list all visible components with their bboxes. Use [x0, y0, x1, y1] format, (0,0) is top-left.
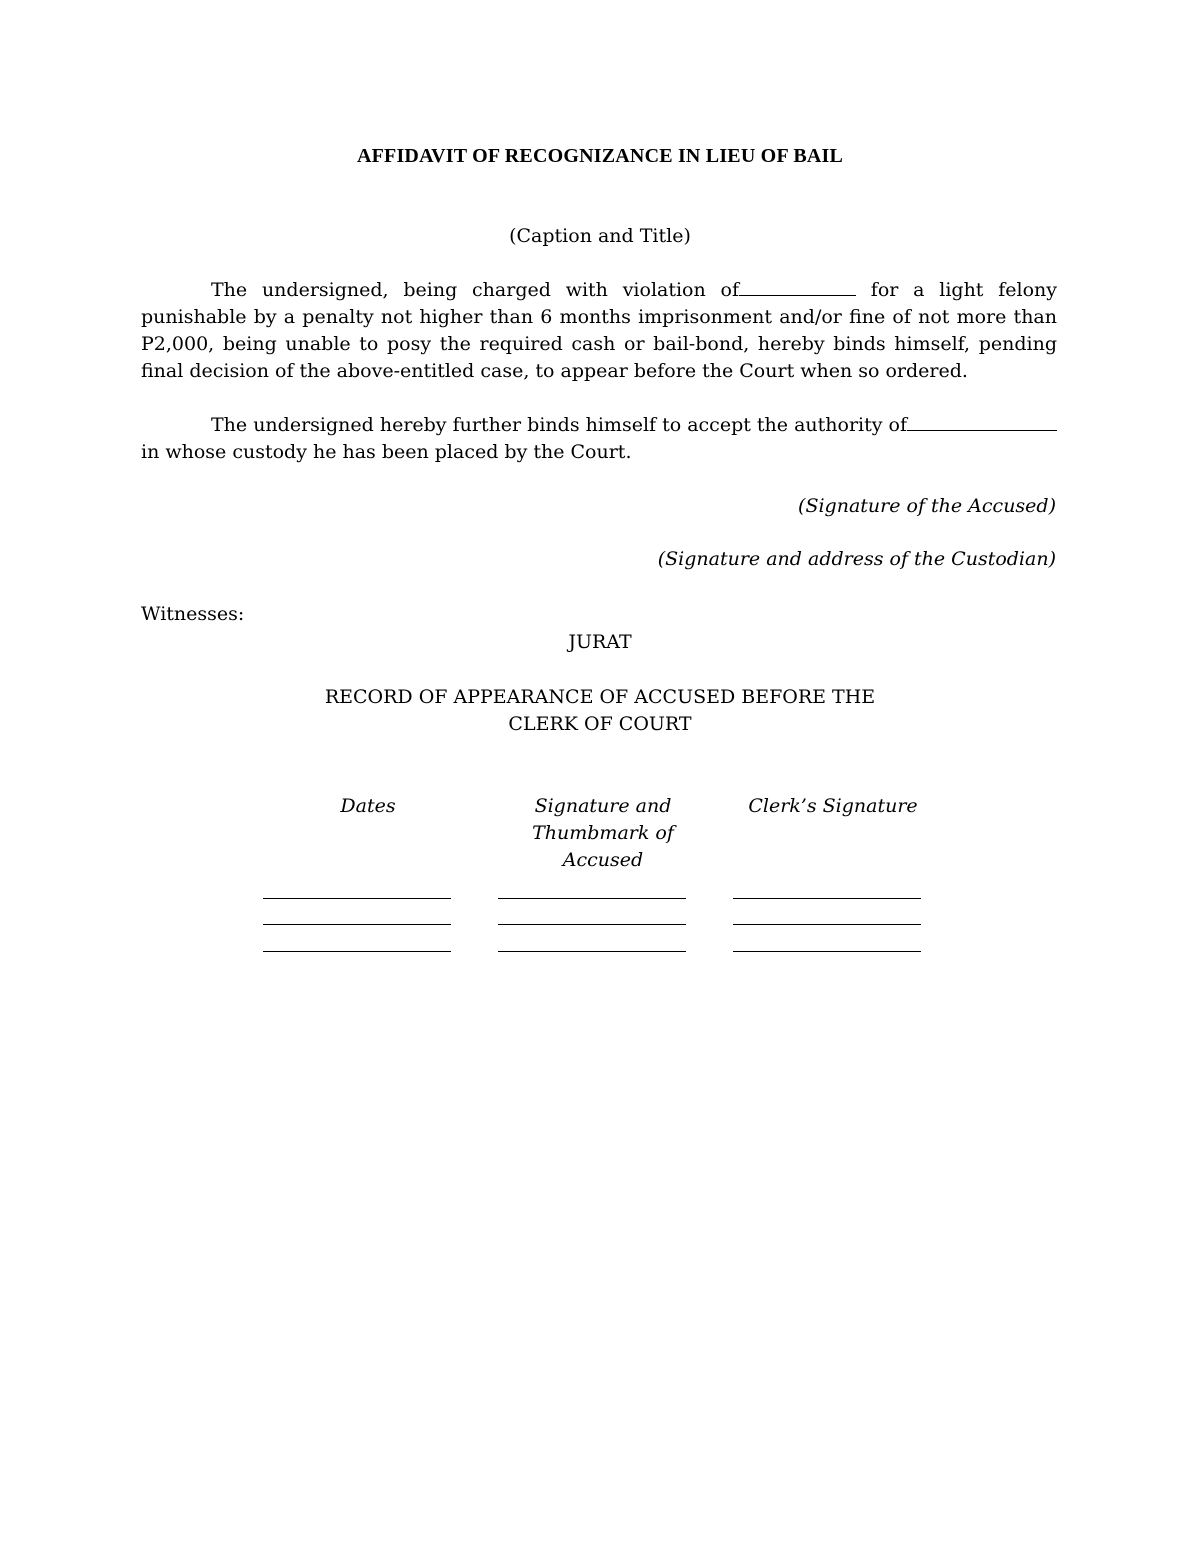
record-heading-line-1: RECORD OF APPEARANCE OF ACCUSED BEFORE THE: [324, 686, 876, 708]
dates-line: [263, 898, 451, 899]
jurat-heading: JURAT: [568, 631, 632, 653]
signature-custodian-label: (Signature and address of the Custodian): [657, 548, 1056, 570]
signature-accused-label: (Signature of the Accused): [798, 495, 1056, 517]
custodian-blank: [907, 412, 1057, 431]
accused-signature-line: [498, 951, 686, 952]
accused-signature-line: [498, 924, 686, 925]
paragraph-custody-text-1: The undersigned hereby further binds himself to accept the authority of: [211, 414, 907, 436]
document-title: AFFIDAVIT OF RECOGNIZANCE IN LIEU OF BAIL: [356, 145, 844, 167]
dates-line: [263, 951, 451, 952]
clerk-signature-line: [733, 924, 921, 925]
paragraph-charge: [141, 277, 1057, 385]
accused-signature-line: [498, 898, 686, 899]
violation-blank: [739, 277, 856, 296]
paragraph-charge-text-2: for a light felony punishable by a penalty not higher than 6 months imprisonment and/or fine of not more than P2,000, being unable to posy the required cash or bail-bond, hereby binds himself, pending final decision of the above-entitled case, to appear before the Court when so ordered.: [141, 279, 1057, 382]
column-header-accused-signature: Signature and Thumbmark of Accused: [532, 795, 674, 871]
column-header-dates: Dates: [340, 795, 396, 817]
column-header-clerk-signature: Clerk’s Signature: [748, 795, 918, 817]
paragraph-custody-text-2: in whose custody he has been placed by the Court.: [141, 441, 632, 463]
paragraph-custody: [141, 412, 1057, 466]
record-heading-line-2: CLERK OF COURT: [508, 713, 692, 735]
record-heading: [0, 684, 1200, 738]
caption-and-title: (Caption and Title): [509, 225, 691, 247]
dates-line: [263, 924, 451, 925]
paragraph-charge-text-1: The undersigned, being charged with violation of: [211, 279, 739, 301]
witnesses-label: Witnesses:: [141, 603, 245, 625]
clerk-signature-line: [733, 951, 921, 952]
clerk-signature-line: [733, 898, 921, 899]
